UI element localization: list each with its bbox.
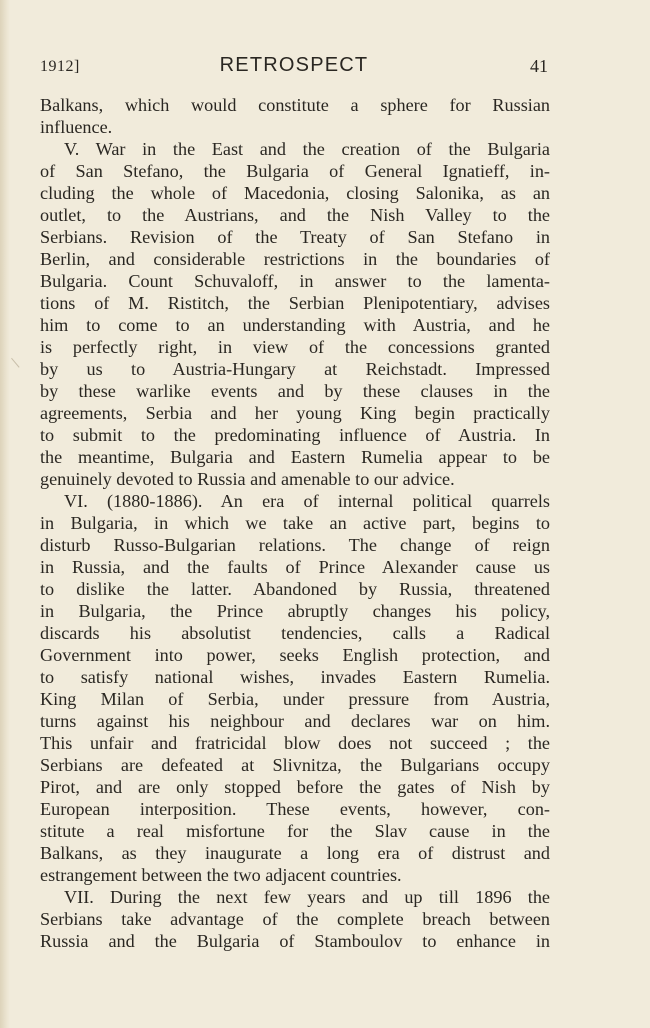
text-line: VI. (1880-1886). An era of internal political quarrels	[64, 491, 550, 511]
text-line: genuinely devoted to Russia and amenable to our advice.	[40, 469, 455, 489]
text-line: Serbians take advantage of the complete breach between	[40, 909, 550, 929]
running-head	[40, 52, 548, 82]
text-line: Pirot, and are only stopped before the gates of Nish by	[40, 777, 550, 797]
text-line: turns against his neighbour and declares war on him.	[40, 711, 550, 731]
text-line: This unfair and fratricidal blow does not succeed ; the	[40, 733, 550, 753]
text-line: of San Stefano, the Bulgaria of General Ignatieff, in-	[40, 161, 550, 181]
text-line: disturb Russo-Bulgarian relations. The change of reign	[40, 535, 550, 555]
text-line: is perfectly right, in view of the concessions granted	[40, 337, 550, 357]
page-gutter-shadow	[0, 0, 10, 1028]
text-line: in Bulgaria, the Prince abruptly changes his policy,	[40, 601, 550, 621]
text-line: agreements, Serbia and her young King begin practically	[40, 403, 550, 423]
text-line: Balkans, as they inaugurate a long era of distrust and	[40, 843, 550, 863]
text-line: in Russia, and the faults of Prince Alexander cause us	[40, 557, 550, 577]
text-line: cluding the whole of Macedonia, closing Salonika, as an	[40, 183, 550, 203]
text-line: estrangement between the two adjacent countries.	[40, 865, 402, 885]
text-line: him to come to an understanding with Austria, and he	[40, 315, 550, 335]
text-line: in Bulgaria, in which we take an active part, begins to	[40, 513, 550, 533]
text-line: Berlin, and considerable restrictions in the boundaries of	[40, 249, 550, 269]
text-line: Serbians are defeated at Slivnitza, the Bulgarians occupy	[40, 755, 550, 775]
text-line: Government into power, seeks English protection, and	[40, 645, 550, 665]
text-line: to satisfy national wishes, invades Eastern Rumelia.	[40, 667, 550, 687]
text-line: King Milan of Serbia, under pressure from Austria,	[40, 689, 550, 709]
running-head-year: 1912]	[40, 58, 80, 75]
text-line: European interposition. These events, however, con-	[40, 799, 550, 819]
running-head-title: RETROSPECT	[219, 54, 369, 76]
text-line: outlet, to the Austrians, and the Nish Valley to the	[40, 205, 550, 225]
text-line: Balkans, which would constitute a sphere for Russian	[40, 95, 550, 115]
text-line: influence.	[40, 117, 113, 137]
text-line: Russia and the Bulgaria of Stamboulov to enhance in	[40, 931, 550, 951]
text-line: V. War in the East and the creation of the Bulgaria	[64, 139, 550, 159]
text-line: stitute a real misfortune for the Slav cause in the	[40, 821, 550, 841]
text-line: tions of M. Ristitch, the Serbian Plenipotentiary, advises	[40, 293, 550, 313]
text-line: Serbians. Revision of the Treaty of San Stefano in	[40, 227, 550, 247]
text-line: the meantime, Bulgaria and Eastern Rumelia appear to be	[40, 447, 550, 467]
text-line: discards his absolutist tendencies, calls a Radical	[40, 623, 550, 643]
text-line: Bulgaria. Count Schuvaloff, in answer to the lamenta-	[40, 271, 550, 291]
text-line: to submit to the predominating influence of Austria. In	[40, 425, 550, 445]
text-line: to dislike the latter. Abandoned by Russia, threatened	[40, 579, 550, 599]
text-line: VII. During the next few years and up till 1896 the	[64, 887, 550, 907]
text-line: by us to Austria-Hungary at Reichstadt. Impressed	[40, 359, 550, 379]
page-number: 41	[530, 56, 548, 76]
page-body	[40, 94, 550, 952]
text-line: by these warlike events and by these clauses in the	[40, 381, 550, 401]
